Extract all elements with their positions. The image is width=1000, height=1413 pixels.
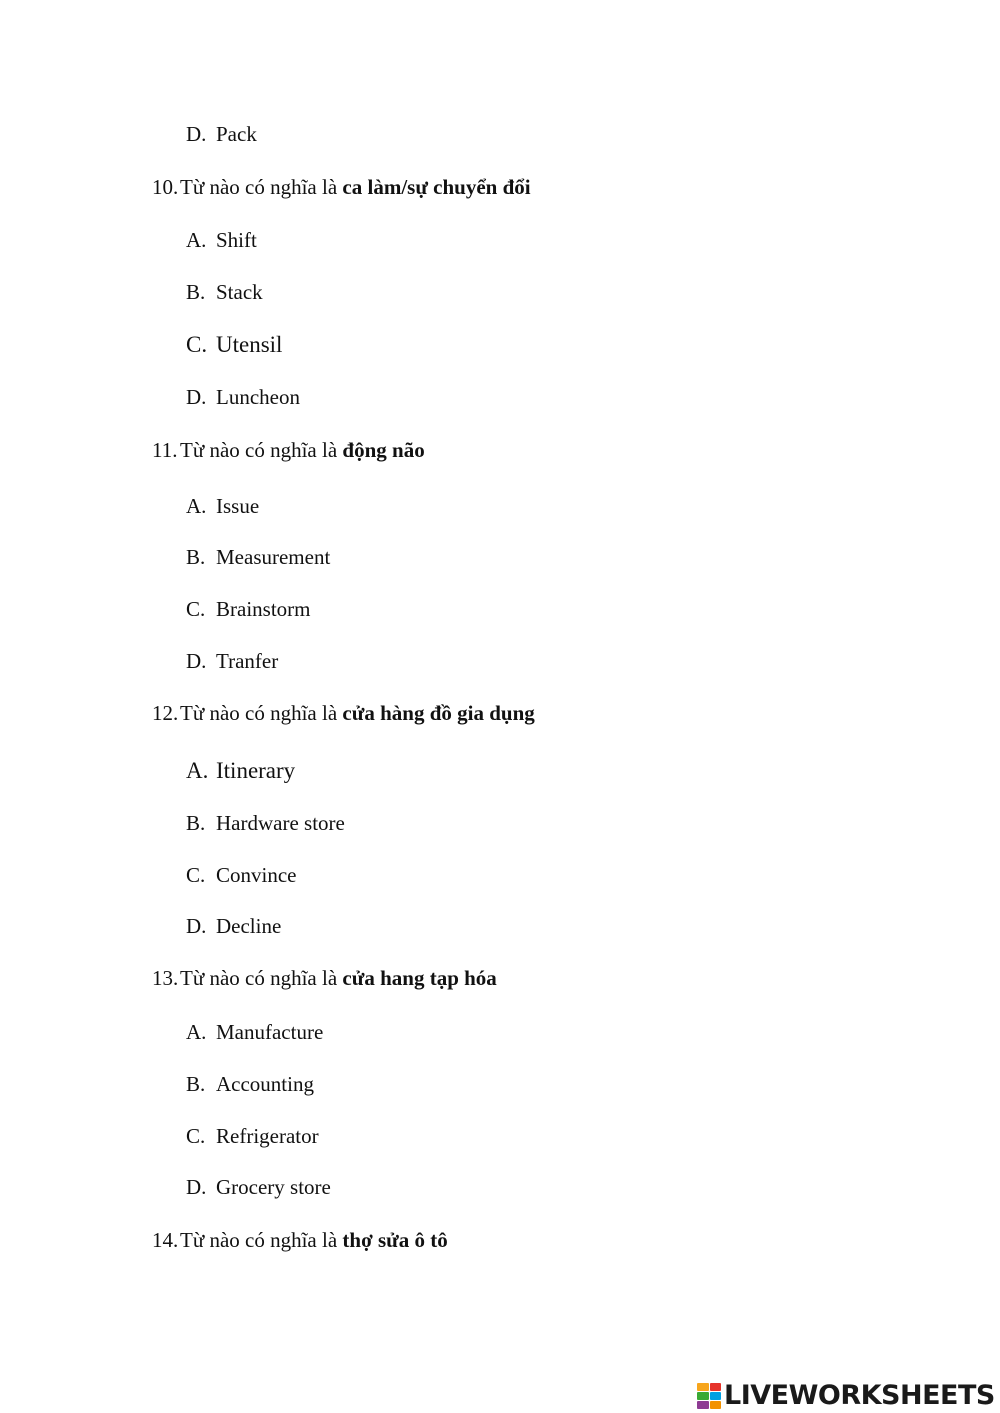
question-number: 11. bbox=[152, 438, 178, 462]
option-text: Utensil bbox=[216, 332, 283, 357]
question-11 bbox=[152, 440, 425, 461]
question-14 bbox=[152, 1230, 448, 1251]
option-13b[interactable] bbox=[186, 1074, 314, 1095]
option-letter: A. bbox=[186, 758, 209, 783]
option-12a[interactable] bbox=[186, 759, 295, 782]
option-13c[interactable] bbox=[186, 1126, 319, 1147]
option-letter: C. bbox=[186, 332, 208, 357]
question-prompt: Từ nào có nghĩa là bbox=[180, 701, 343, 725]
option-10b[interactable] bbox=[186, 282, 263, 303]
question-prompt: Từ nào có nghĩa là bbox=[180, 966, 343, 990]
option-text: Luncheon bbox=[216, 385, 300, 409]
option-12c[interactable] bbox=[186, 865, 296, 886]
option-13a[interactable] bbox=[186, 1022, 323, 1043]
option-letter: A. bbox=[186, 1020, 207, 1044]
logo-square bbox=[710, 1392, 722, 1400]
question-10 bbox=[152, 177, 531, 198]
option-11d[interactable] bbox=[186, 651, 278, 672]
logo-square bbox=[710, 1383, 722, 1391]
option-letter: C. bbox=[186, 597, 206, 621]
option-text: Convince bbox=[216, 863, 297, 887]
option-text: Manufacture bbox=[216, 1020, 324, 1044]
question-keyword: thợ sửa ô tô bbox=[342, 1228, 448, 1252]
option-text: Pack bbox=[216, 122, 257, 146]
option-10c[interactable] bbox=[186, 333, 282, 356]
option-text: Decline bbox=[216, 914, 282, 938]
option-text: Itinerary bbox=[216, 758, 296, 783]
option-letter: B. bbox=[186, 811, 206, 835]
question-prompt: Từ nào có nghĩa là bbox=[180, 438, 343, 462]
option-10a[interactable] bbox=[186, 230, 257, 251]
liveworksheets-logo[interactable] bbox=[697, 1380, 995, 1411]
option-letter: D. bbox=[186, 914, 207, 938]
option-letter: C. bbox=[186, 863, 206, 887]
option-text: Accounting bbox=[216, 1072, 314, 1096]
option-letter: B. bbox=[186, 280, 206, 304]
option-text: Brainstorm bbox=[216, 597, 311, 621]
logo-square bbox=[697, 1392, 709, 1400]
option-9d[interactable] bbox=[186, 124, 257, 145]
option-text: Issue bbox=[216, 494, 260, 518]
question-keyword: động não bbox=[342, 438, 425, 462]
option-letter: D. bbox=[186, 122, 207, 146]
option-11b[interactable] bbox=[186, 547, 330, 568]
question-keyword: cửa hang tạp hóa bbox=[342, 966, 497, 990]
question-12 bbox=[152, 703, 535, 724]
option-text: Stack bbox=[216, 280, 263, 304]
question-keyword: cửa hàng đồ gia dụng bbox=[342, 701, 535, 725]
question-number: 12. bbox=[152, 701, 179, 725]
liveworksheets-logo-icon bbox=[697, 1383, 721, 1409]
question-number: 13. bbox=[152, 966, 179, 990]
option-11c[interactable] bbox=[186, 599, 311, 620]
option-12b[interactable] bbox=[186, 813, 345, 834]
question-number: 14. bbox=[152, 1228, 179, 1252]
option-letter: A. bbox=[186, 228, 207, 252]
option-letter: B. bbox=[186, 545, 206, 569]
option-letter: D. bbox=[186, 385, 207, 409]
option-text: Measurement bbox=[216, 545, 331, 569]
question-keyword: ca làm/sự chuyển đổi bbox=[342, 175, 531, 199]
question-prompt: Từ nào có nghĩa là bbox=[180, 1228, 343, 1252]
liveworksheets-logo-text: LIVEWORKSHEETS bbox=[724, 1380, 995, 1411]
option-text: Shift bbox=[216, 228, 257, 252]
option-text: Tranfer bbox=[216, 649, 279, 673]
logo-square bbox=[697, 1401, 709, 1409]
logo-square bbox=[697, 1383, 709, 1391]
option-13d[interactable] bbox=[186, 1177, 331, 1198]
option-text: Grocery store bbox=[216, 1175, 331, 1199]
option-letter: A. bbox=[186, 494, 207, 518]
option-12d[interactable] bbox=[186, 916, 281, 937]
option-letter: B. bbox=[186, 1072, 206, 1096]
option-10d[interactable] bbox=[186, 387, 300, 408]
option-letter: C. bbox=[186, 1124, 206, 1148]
logo-square bbox=[710, 1401, 722, 1409]
option-text: Refrigerator bbox=[216, 1124, 319, 1148]
question-prompt: Từ nào có nghĩa là bbox=[180, 175, 343, 199]
question-number: 10. bbox=[152, 175, 179, 199]
question-13 bbox=[152, 968, 497, 989]
option-text: Hardware store bbox=[216, 811, 345, 835]
option-11a[interactable] bbox=[186, 496, 259, 517]
option-letter: D. bbox=[186, 649, 207, 673]
option-letter: D. bbox=[186, 1175, 207, 1199]
